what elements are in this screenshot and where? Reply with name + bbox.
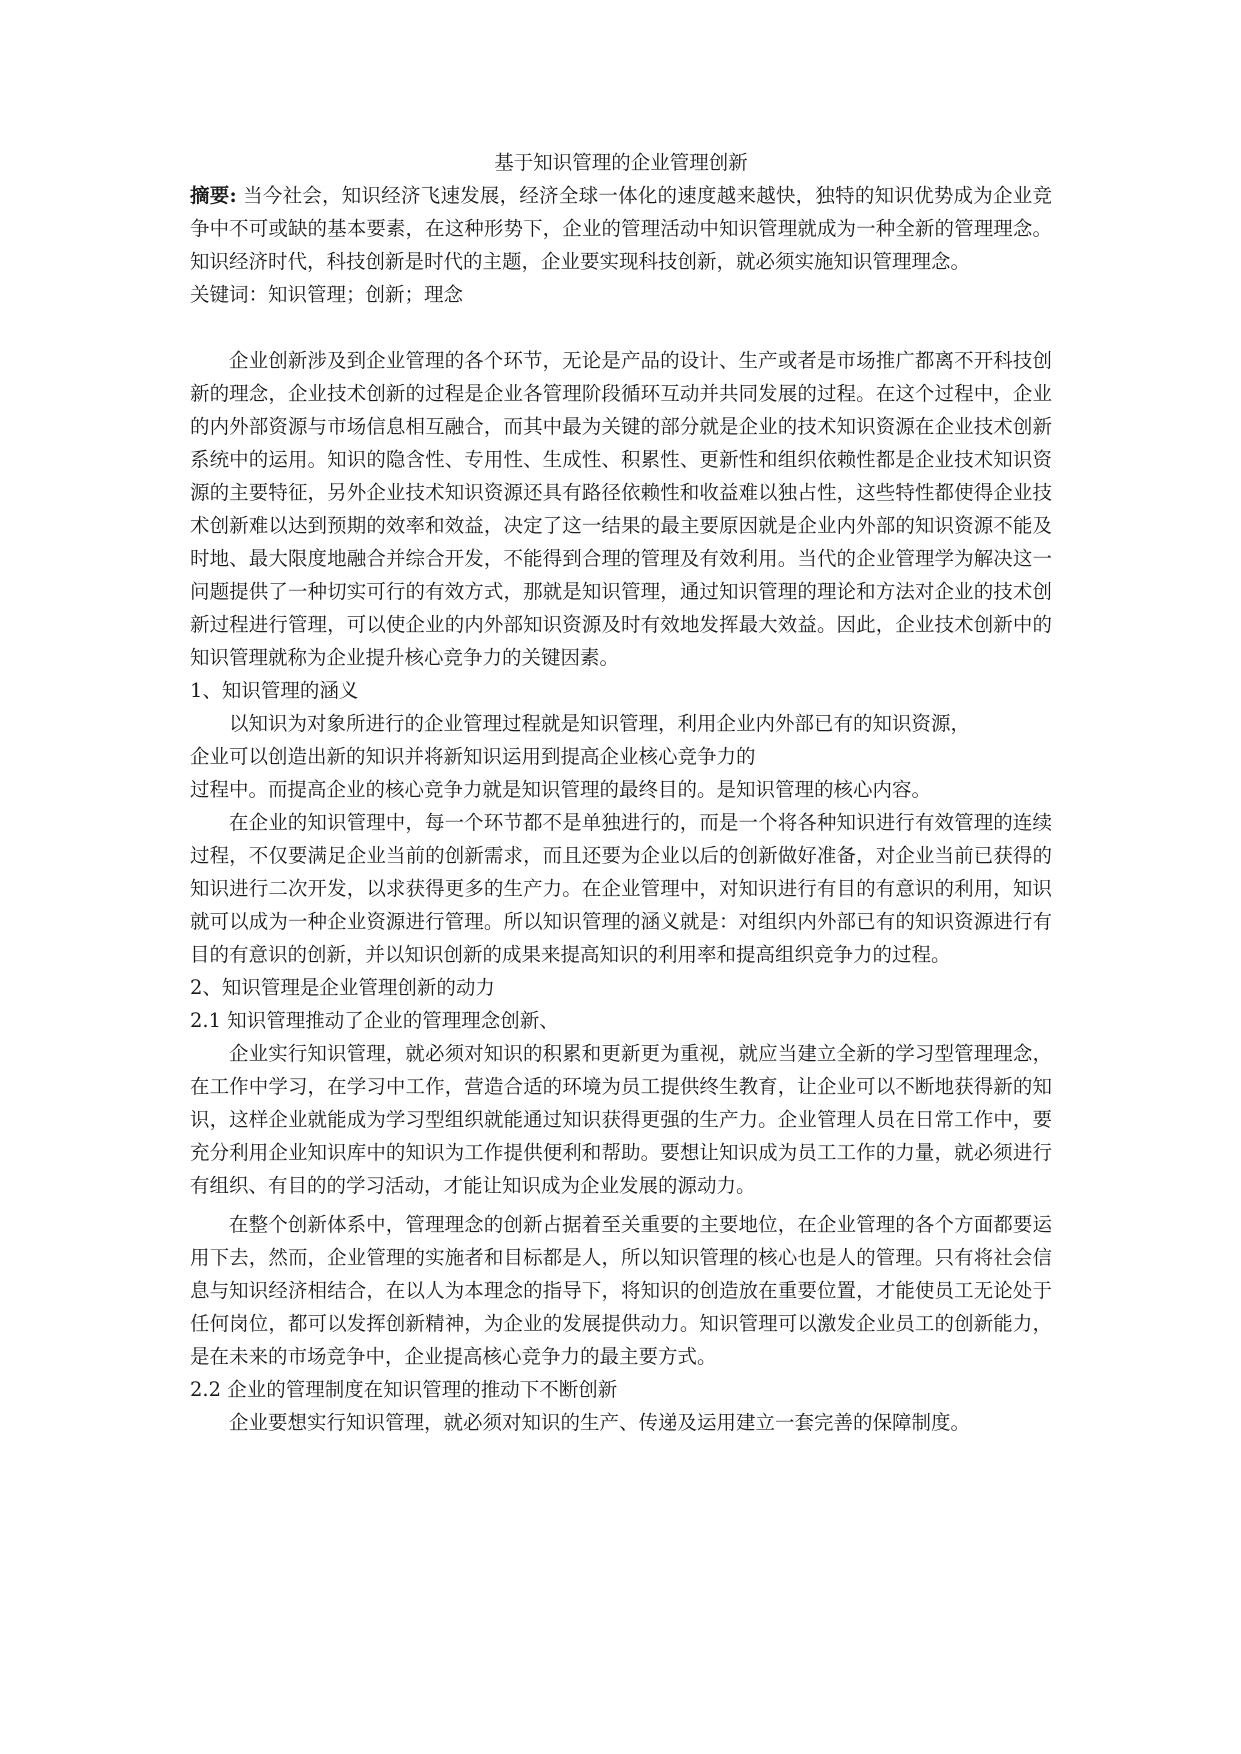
- abstract-label: 摘要:: [190, 184, 237, 207]
- abstract-text: 当今社会，知识经济飞速发展，经济全球一体化的速度越来越快，独特的知识优势成为企业竞争中不可或缺的基本要素，在这种形势下，企业的管理活动中知识管理就成为一种全新的管理理念。知识经济时代，科技创新是时代的主题，企业要实现科技创新，就必须实施知识管理理念。: [190, 184, 1052, 273]
- subsection-2-1-heading: 2.1 知识管理推动了企业的管理理念创新、: [190, 1009, 559, 1032]
- section-1-para-1-line-2: 企业可以创造出新的知识并将新知识运用到提高企业核心竞争力的: [190, 745, 756, 768]
- document-title: 基于知识管理的企业管理创新: [494, 151, 748, 174]
- keywords: 关键词：知识管理；创新；理念: [190, 283, 464, 306]
- section-1-para-1-line-1: 以知识为对象所进行的企业管理过程就是知识管理，利用企业内外部已有的知识资源，: [229, 712, 971, 735]
- subsection-2-1-para-2: 在整个创新体系中，管理理念的创新占据着至关重要的主要地位，在企业管理的各个方面都要运用下去，然而，企业管理的实施者和目标都是人，所以知识管理的核心也是人的管理。只有将社会信息与知识经济相结合，在以人为本理念的指导下，将知识的创造放在重要位置，才能使员工无论处于任何岗位，都可以发挥创新精神，为企业的发展提供动力。知识管理可以激发企业员工的创新能力，是在未来的市场竞争中，企业提高核心竞争力的最主要方式。: [190, 1213, 1052, 1368]
- intro-paragraph: 企业创新涉及到企业管理的各个环节，无论是产品的设计、生产或者是市场推广都离不开科技创新的理念，企业技术创新的过程是企业各管理阶段循环互动并共同发展的过程。在这个过程中，企业的内外部资源与市场信息相互融合，而其中最为关键的部分就是企业的技术知识资源在企业技术创新系统中的运用。知识的隐含性、专用性、生成性、积累性、更新性和组织依赖性都是企业技术知识资源的主要特征，另外企业技术知识资源还具有路径依赖性和收益难以独占性，这些特性都使得企业技术创新难以达到预期的效率和效益，决定了这一结果的最主要原因就是企业内外部的知识资源不能及时地、最大限度地融合并综合开发，不能得到合理的管理及有效利用。当代的企业管理学为解决这一问题提供了一种切实可行的有效方式，那就是知识管理，通过知识管理的理论和方法对企业的技术创新过程进行管理，可以使企业的内外部知识资源及时有效地发挥最大效益。因此，企业技术创新中的知识管理就称为企业提升核心竞争力的关键因素。: [190, 349, 1052, 669]
- section-1-para-2: 在企业的知识管理中，每一个环节都不是单独进行的，而是一个将各种知识进行有效管理的连续过程，不仅要满足企业当前的创新需求，而且还要为企业以后的创新做好准备，对企业当前已获得的知识进行二次开发，以求获得更多的生产力。在企业管理中，对知识进行有目的有意识的利用，知识就可以成为一种企业资源进行管理。所以知识管理的涵义就是：对组织内外部已有的知识资源进行有目的有意识的创新，并以知识创新的成果来提高知识的利用率和提高组织竞争力的过程。: [190, 811, 1052, 966]
- section-1-heading: 1、知识管理的涵义: [190, 679, 359, 702]
- section-1-para-1-line-3: 过程中。而提高企业的核心竞争力就是知识管理的最终目的。是知识管理的核心内容。: [190, 778, 932, 801]
- section-2-heading: 2、知识管理是企业管理创新的动力: [190, 976, 495, 999]
- abstract: [190, 179, 1052, 278]
- subsection-2-2-para-1: 企业要想实行知识管理，就必须对知识的生产、传递及运用建立一套完善的保障制度。: [229, 1411, 971, 1434]
- subsection-2-1-para-1: 企业实行知识管理，就必须对知识的积累和更新更为重视，就应当建立全新的学习型管理理念，在工作中学习，在学习中工作，营造合适的环境为员工提供终生教育，让企业可以不断地获得新的知识，这样企业就能成为学习型组织就能通过知识获得更强的生产力。企业管理人员在日常工作中，要充分利用企业知识库中的知识为工作提供便利和帮助。要想让知识成为员工工作的力量，就必须进行有组织、有目的的学习活动，才能让知识成为企业发展的源动力。: [190, 1042, 1052, 1197]
- subsection-2-2-heading: 2.2 企业的管理制度在知识管理的推动下不断创新: [190, 1378, 618, 1401]
- document-page: [190, 146, 1052, 1439]
